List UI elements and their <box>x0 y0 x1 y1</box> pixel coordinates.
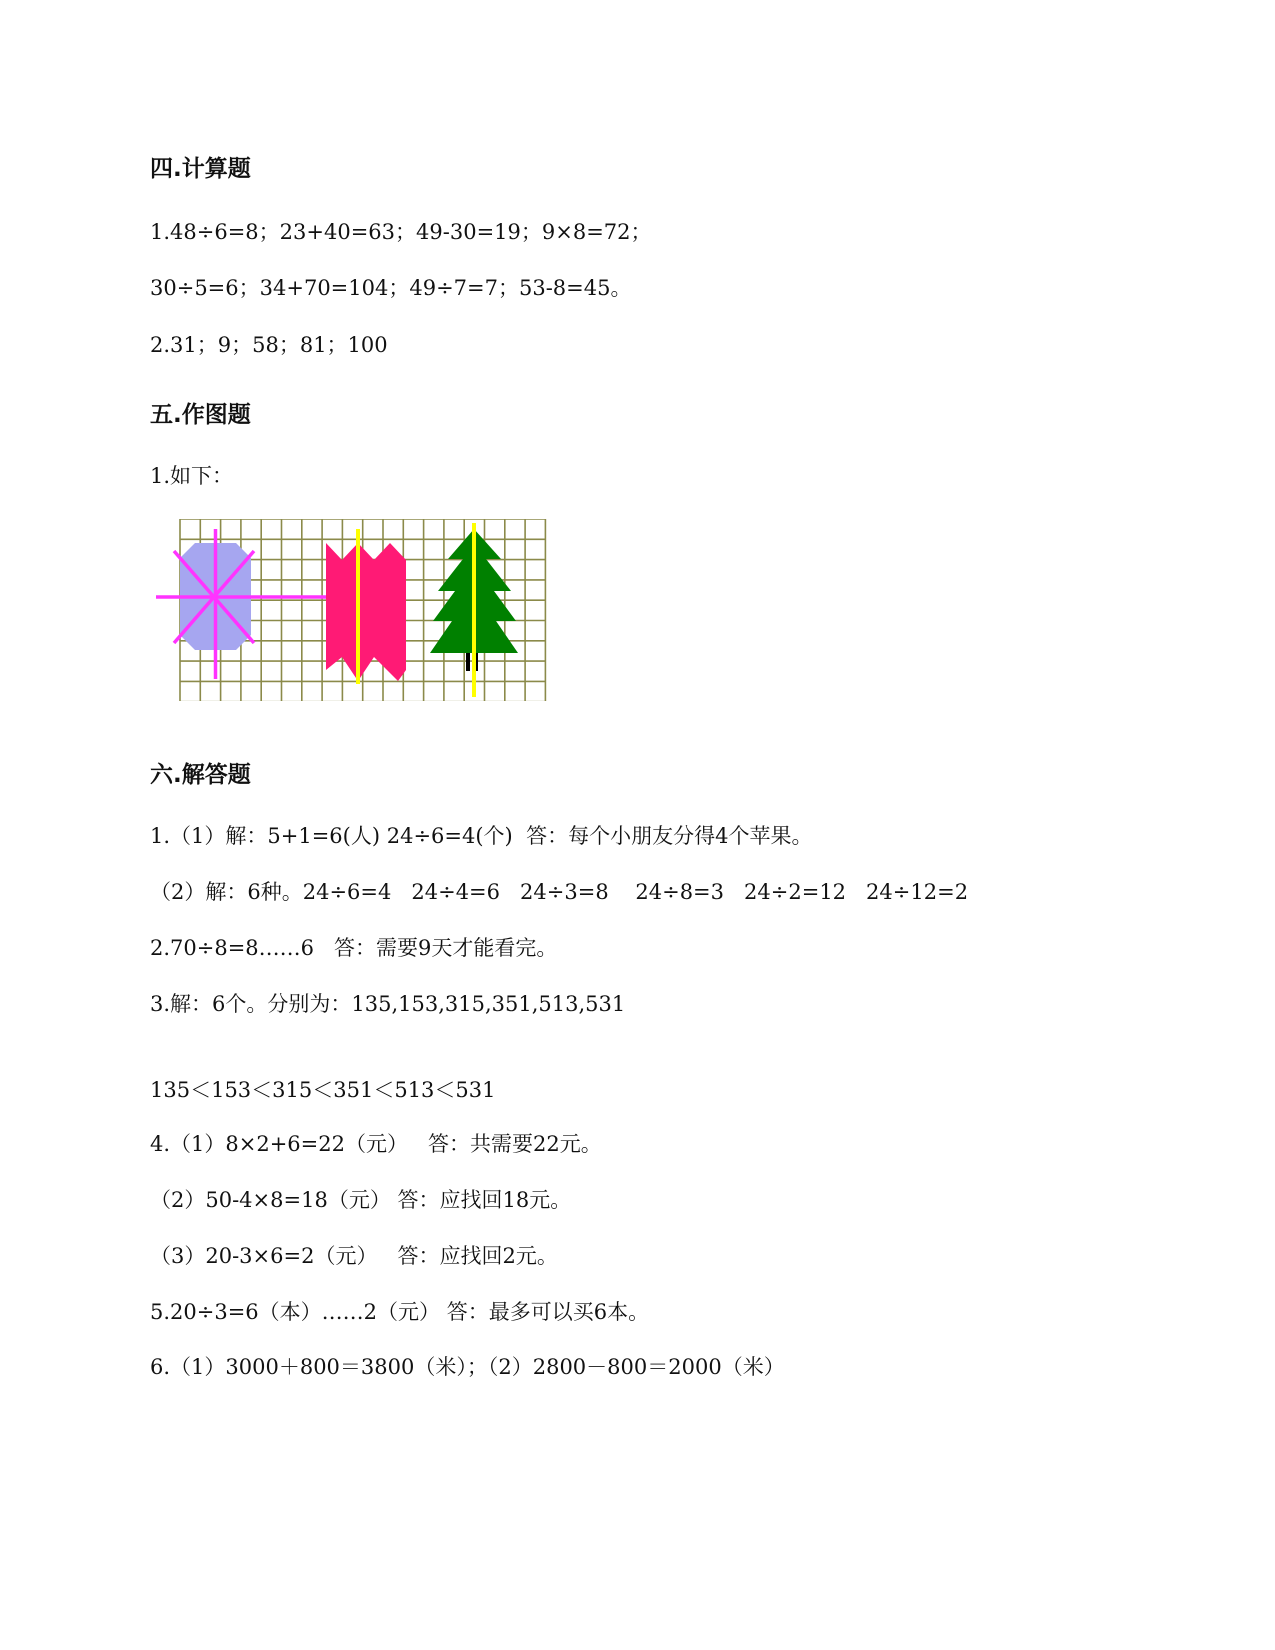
q5-answer: 5.20÷3=6（本）……2（元） 答：最多可以买6本。 <box>150 1300 650 1324</box>
section-6-heading: 六.解答题 <box>150 762 251 788</box>
q3-answer-1: 3.解：6个。分别为：135,153,315,351,513,531 <box>150 992 626 1016</box>
section-4-line-2: 30÷5=6；34+70=104；49÷7=7；53-8=45。 <box>150 276 632 300</box>
q4-part-2: （2）50-4×8=18（元） 答：应找回18元。 <box>150 1188 572 1212</box>
arrow-shape <box>326 543 406 681</box>
q4-part-3: （3）20-3×6=2（元） 答：应找回2元。 <box>150 1244 558 1268</box>
q3-answer-2: 135＜153＜315＜351＜513＜531 <box>150 1078 496 1102</box>
section-4-line-3: 2.31；9；58；81；100 <box>150 333 388 357</box>
section-4-line-1: 1.48÷6=8；23+40=63；49-30=19；9×8=72； <box>150 220 652 244</box>
section-5-heading: 五.作图题 <box>150 402 251 428</box>
symmetry-figure <box>156 519 556 701</box>
section-4-heading: 四.计算题 <box>150 156 251 182</box>
q1-part-2: （2）解：6种。24÷6=4 24÷4=6 24÷3=8 24÷8=3 24÷2=12 24÷12=2 <box>150 880 969 904</box>
q4-part-1: 4.（1）8×2+6=22（元） 答：共需要22元。 <box>150 1132 602 1156</box>
section-5-line-1: 1.如下： <box>150 464 234 488</box>
tree-trunk <box>466 653 470 671</box>
q1-part-1: 1.（1）解：5+1=6(人) 24÷6=4(个) 答：每个小朋友分得4个苹果。 <box>150 824 813 848</box>
q6-answer: 6.（1）3000＋800＝3800（米）；（2）2800－800＝2000（米） <box>150 1355 785 1379</box>
q2-answer: 2.70÷8=8……6 答：需要9天才能看完。 <box>150 936 558 960</box>
